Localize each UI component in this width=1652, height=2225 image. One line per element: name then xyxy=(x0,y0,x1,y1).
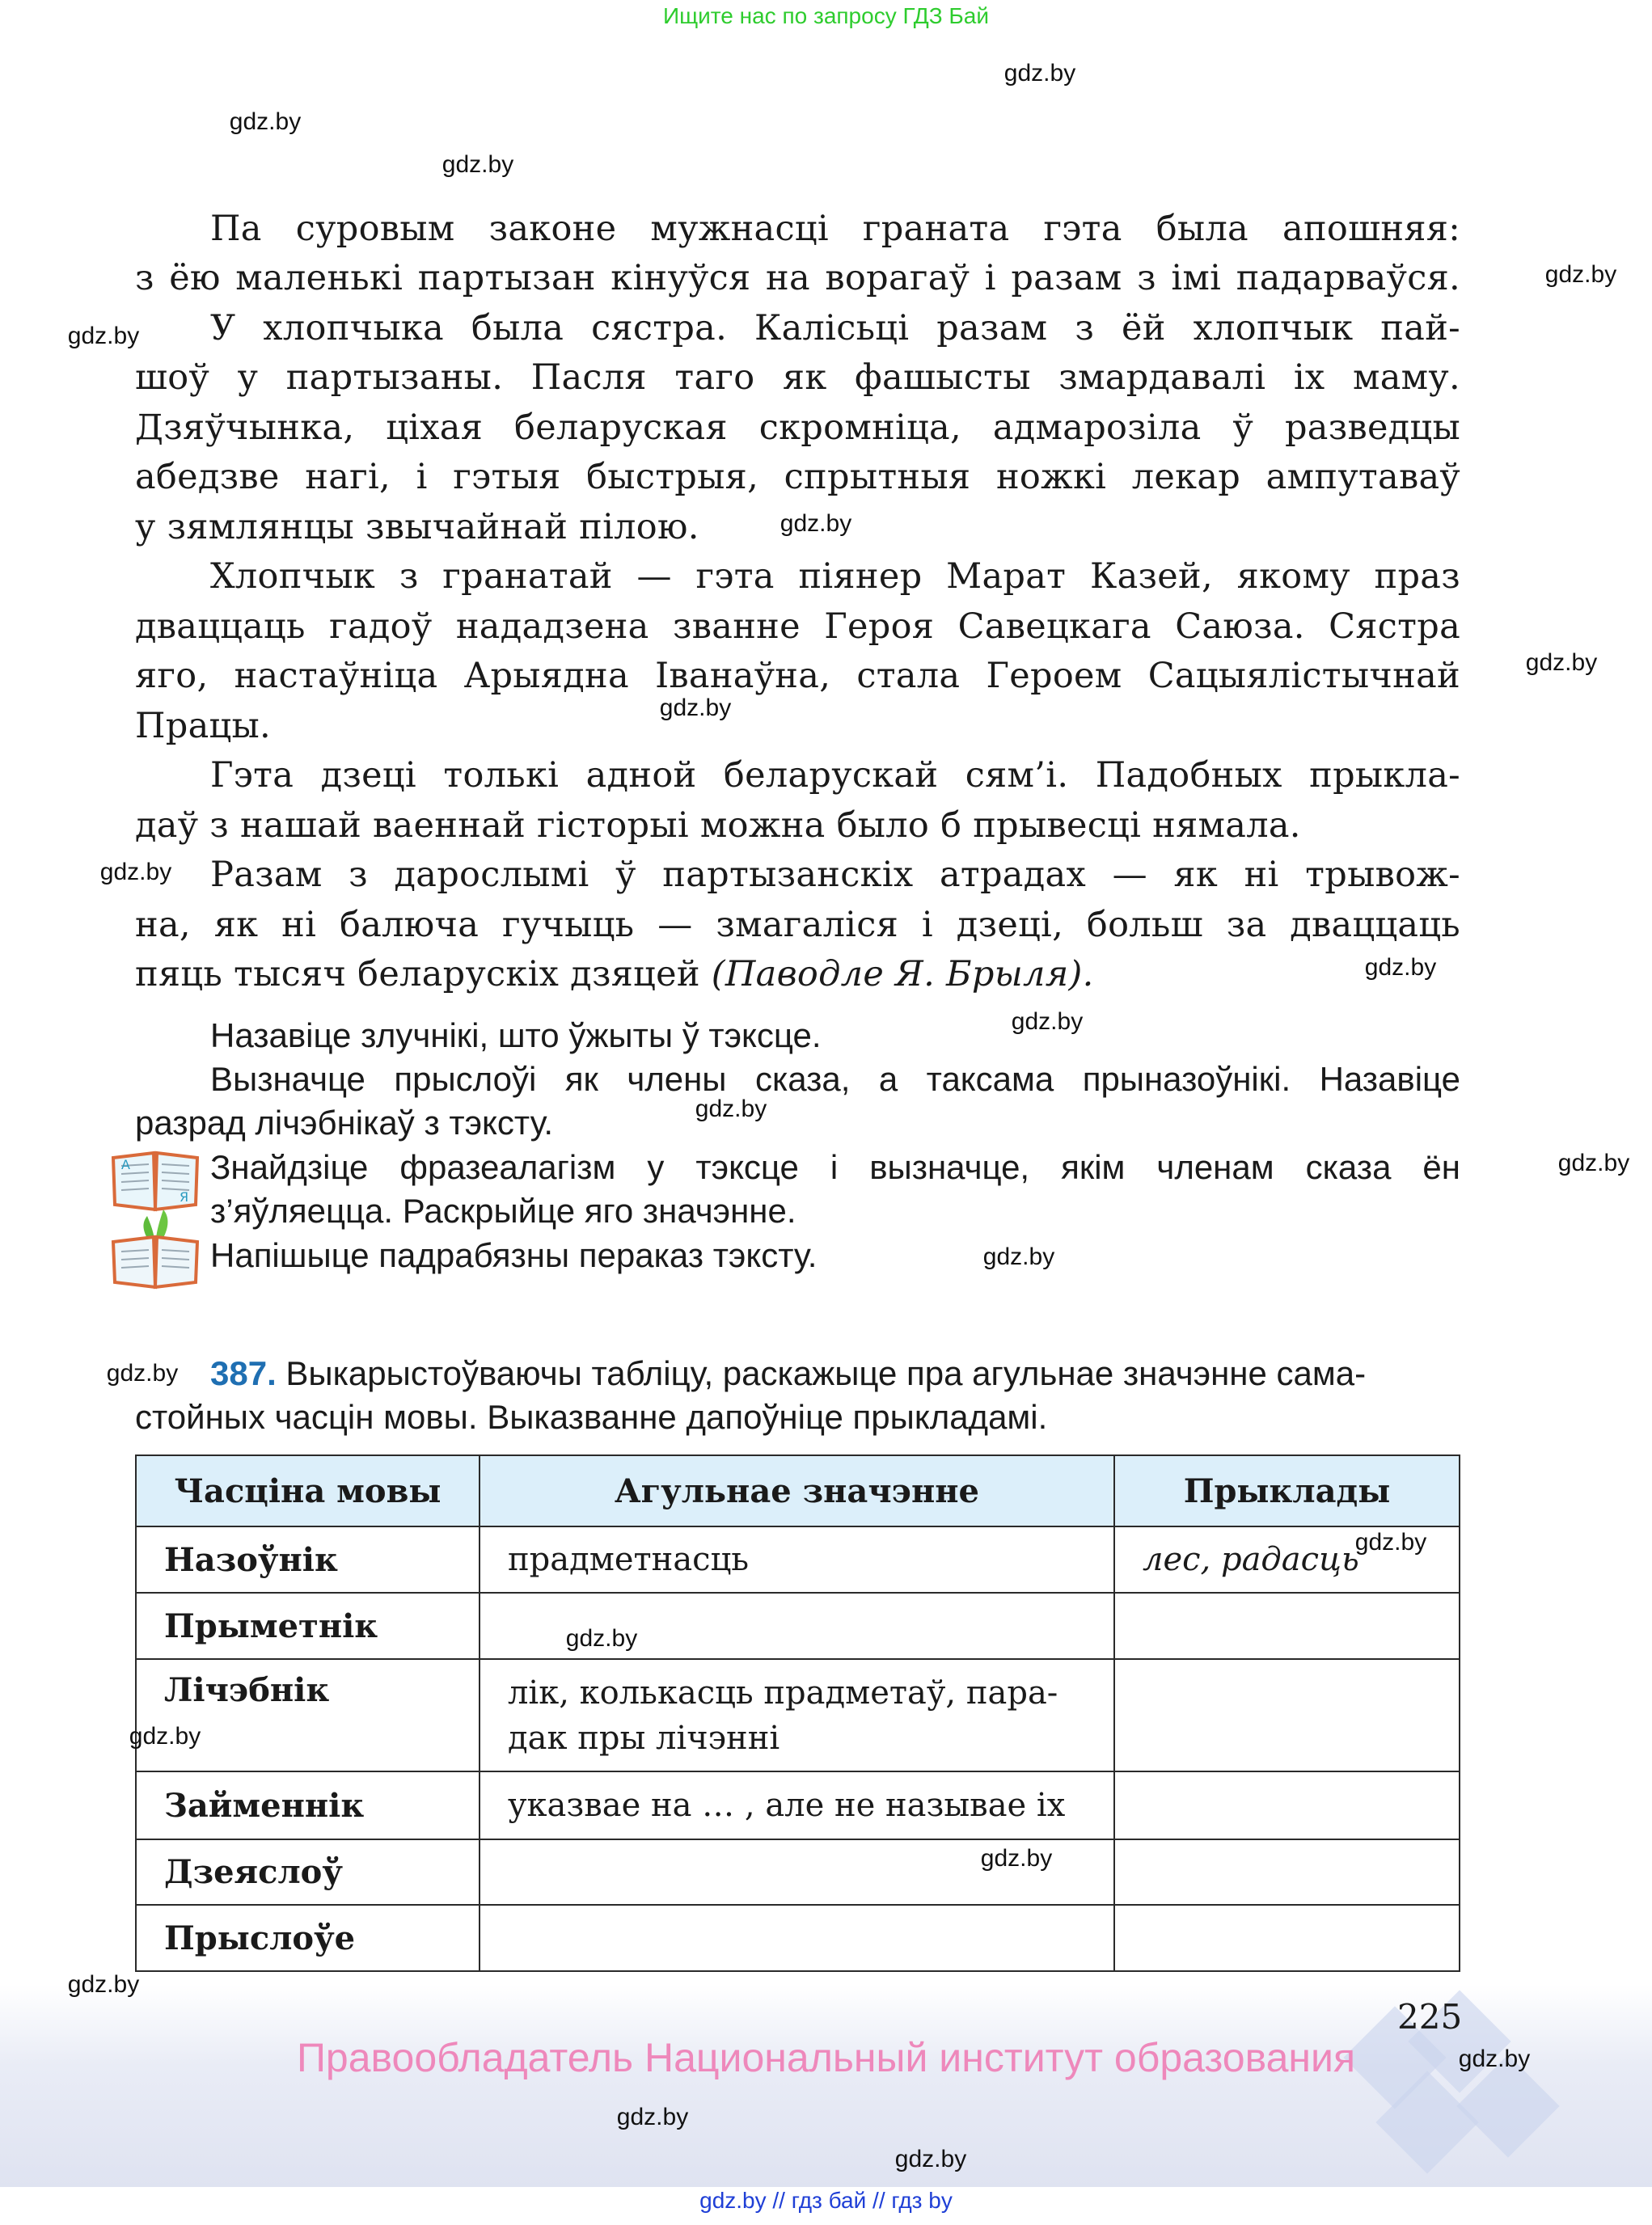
examples: лес, радасць xyxy=(1114,1526,1460,1593)
watermark: gdz.by xyxy=(442,151,514,178)
examples xyxy=(1114,1905,1460,1971)
watermark: gdz.by xyxy=(659,695,732,721)
watermark: gdz.by xyxy=(1525,649,1598,676)
svg-text:А: А xyxy=(121,1157,130,1172)
text-line: Гэта дзеці толькі адной беларускай сям’і. Падобных прыкла- xyxy=(210,755,1460,796)
table-row xyxy=(136,1593,1460,1659)
examples xyxy=(1114,1839,1460,1905)
text-line: з ёю маленькі партызан кінуўся на ворагаў і разам з імі падарваўся. xyxy=(135,258,1460,298)
sprout-book-icon xyxy=(110,1210,201,1290)
watermark: gdz.by xyxy=(129,1723,201,1750)
watermark: gdz.by xyxy=(67,1971,140,1998)
task-3: Знайдзіце фразеалагізм у тэксце і вызначце, якім членам сказа ён xyxy=(210,1148,1460,1186)
part-of-speech: Назоўнік xyxy=(136,1526,480,1593)
meaning xyxy=(480,1905,1114,1971)
text-line: на, як ні балюча гучыць — змагаліся і дзеці, больш за дваццаць xyxy=(135,905,1460,945)
watermark: gdz.by xyxy=(695,1096,767,1122)
column-header: Агульнае значэнне xyxy=(480,1455,1114,1526)
watermark: gdz.by xyxy=(616,2104,689,2130)
watermark: gdz.by xyxy=(982,1243,1055,1270)
text-line xyxy=(135,950,1460,999)
copyright-notice: Правообладатель Национальный институт образования xyxy=(296,2035,1356,2080)
text-line: У хлопчыка была сястра. Калісьці разам з ёй хлопчык пай- xyxy=(210,308,1460,348)
site-links[interactable]: gdz.by // гдз бай // гдз by xyxy=(699,2188,953,2213)
watermark: gdz.by xyxy=(1544,261,1617,288)
watermark: gdz.by xyxy=(106,1360,179,1387)
meaning: прадметнасць xyxy=(480,1526,1114,1593)
examples xyxy=(1114,1593,1460,1659)
table-row xyxy=(136,1659,1460,1771)
text-line-part: пяць тысяч беларускіх дзяцей xyxy=(135,954,712,994)
watermark: gdz.by xyxy=(229,108,302,135)
task-4: Напішыце падрабязны пераказ тэксту. xyxy=(210,1236,818,1274)
watermark: gdz.by xyxy=(565,1625,638,1652)
part-of-speech: Лічэбнік xyxy=(136,1659,480,1771)
source-citation: (Паводле Я. Брыля). xyxy=(711,954,1094,994)
watermark: gdz.by xyxy=(1458,2046,1531,2072)
task-2-cont: разрад лічэбнікаў з тэксту. xyxy=(135,1104,554,1142)
table-header-row xyxy=(136,1455,1460,1526)
table-row xyxy=(136,1771,1460,1839)
text-line: у зямлянцы звычайнай пілою. xyxy=(135,507,699,547)
watermark: gdz.by xyxy=(1557,1150,1630,1176)
text-line: Разам з дарослымі ў партызанскіх атрадах — як ні трывож- xyxy=(210,855,1460,895)
text-line: Па суровым законе мужнасці граната гэта была апошняя: xyxy=(210,209,1460,249)
part-of-speech: Займеннік xyxy=(136,1771,480,1839)
part-of-speech: Прыслоўе xyxy=(136,1905,480,1971)
text-line: дваццаць гадоў нададзена званне Героя Савецкага Саюза. Сястра xyxy=(135,606,1460,647)
column-header: Прыклады xyxy=(1114,1455,1460,1526)
text-line: яго, настаўніца Арыядна Іванаўна, стала Героем Сацыялістычнай xyxy=(135,656,1460,696)
task-1: Назавіце злучнікі, што ўжыты ў тэксце. xyxy=(210,1016,822,1054)
meaning: указвае на … , але не называе іх xyxy=(480,1771,1114,1839)
exercise-387-line1 xyxy=(210,1352,1536,1395)
text-line: шоў у партызаны. Пасля таго як фашысты змардавалі іх маму. xyxy=(135,357,1460,398)
watermark: gdz.by xyxy=(99,859,172,885)
watermark: gdz.by xyxy=(780,510,852,537)
text-line: Працы. xyxy=(135,706,272,746)
table-row xyxy=(136,1905,1460,1971)
parts-of-speech-table xyxy=(135,1454,1460,1972)
meaning: лік, колькасць прадметаў, пара- дак пры лічэнні xyxy=(480,1659,1114,1771)
examples xyxy=(1114,1659,1460,1771)
task-2: Вызначце прыслоўі як члены сказа, а таксама прыназоўнікі. Назавіце xyxy=(210,1060,1460,1098)
text-line: даў з нашай ваеннай гісторыі можна было б прывесці нямала. xyxy=(135,805,1301,846)
watermark: gdz.by xyxy=(1364,954,1437,981)
text-line: Хлопчык з гранатай — гэта піянер Марат Казей, якому праз xyxy=(210,556,1460,597)
watermark: gdz.by xyxy=(980,1845,1053,1872)
search-hint: Ищите нас по запросу ГДЗ Бай xyxy=(662,3,990,28)
watermark: gdz.by xyxy=(1003,60,1076,87)
watermark: gdz.by xyxy=(67,323,140,349)
part-of-speech: Прыметнік xyxy=(136,1593,480,1659)
text-line: Дзяўчынка, ціхая беларуская скромніца, адмарозіла ў разведцы xyxy=(135,407,1460,448)
table-row xyxy=(136,1526,1460,1593)
dictionary-book-icon xyxy=(110,1148,201,1213)
task-3-cont: з’яўляецца. Раскрыйце яго значэнне. xyxy=(210,1192,796,1230)
exercise-number: 387. xyxy=(210,1354,277,1392)
text-line: абедзве нагі, і гэтыя быстрыя, спрытныя ножкі лекар ампутаваў xyxy=(135,457,1460,497)
page-number: 225 xyxy=(1397,1997,1463,2037)
part-of-speech: Дзеяслоў xyxy=(136,1839,480,1905)
column-header: Часціна мовы xyxy=(136,1455,480,1526)
exercise-text: Выкарыстоўваючы табліцу, раскажыце пра агульнае значэнне сама- xyxy=(276,1354,1367,1392)
watermark: gdz.by xyxy=(1011,1008,1084,1035)
exercise-387-line2: стойных часцін мовы. Выказванне дапоўніце прыкладамі. xyxy=(135,1398,1048,1436)
table-row xyxy=(136,1839,1460,1905)
watermark: gdz.by xyxy=(1354,1529,1427,1556)
examples xyxy=(1114,1771,1460,1839)
watermark: gdz.by xyxy=(894,2146,967,2172)
svg-text:Я: Я xyxy=(180,1189,189,1205)
